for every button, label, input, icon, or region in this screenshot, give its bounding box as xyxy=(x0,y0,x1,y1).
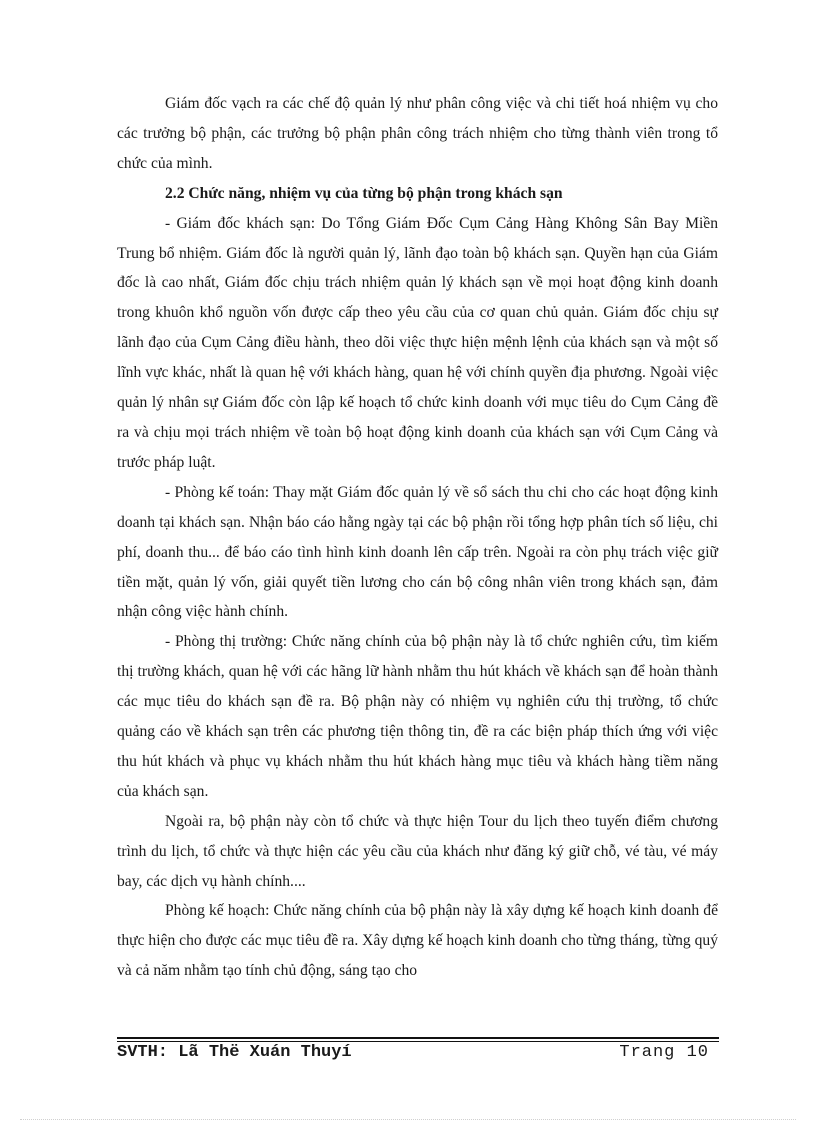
footer-divider-thick xyxy=(117,1037,719,1039)
paragraph-planning: Phòng kế hoạch: Chức năng chính của bộ phận này là xây dựng kế hoạch kinh doanh để thực hiện cho được các mục tiêu đề ra. Xây dựng kế hoạch kinh doanh cho từng tháng, từng quý và cả năm nhằm tạo tính chủ động, sáng tạo cho xyxy=(117,902,718,980)
section-heading: 2.2 Chức năng, nhiệm vụ của từng bộ phận trong khách sạn xyxy=(165,184,563,202)
paragraph-director: - Giám đốc khách sạn: Do Tổng Giám Đốc Cụm Cảng Hàng Không Sân Bay Miền Trung bổ nhiệm. Giám đốc là người quản lý, lãnh đạo toàn bộ khách sạn. Quyền hạn của Giám đốc là cao nhất, Giám đốc chịu trách nhiệm quản lý khách sạn về mọi hoạt động kinh doanh trong khuôn khổ nguồn vốn được cấp theo yêu cầu của cơ quan chủ quản. Giám đốc chịu sự lãnh đạo của Cụm Cảng điều hành, theo dõi việc thực hiện mệnh lệnh của khách sạn và một số lĩnh vực khác, nhất là quan hệ với khách hàng, quan hệ với chính quyền địa phương. Ngoài việc quản lý nhân sự Giám đốc còn lập kế hoạch tổ chức kinh doanh với mục tiêu do Cụm Cảng đề ra và chịu mọi trách nhiệm về toàn bộ hoạt động kinh doanh của khách sạn với Cụm Cảng và trước pháp luật. xyxy=(117,214,718,471)
page-footer xyxy=(117,1041,719,1065)
paragraph-marketing: - Phòng thị trường: Chức năng chính của bộ phận này là tổ chức nghiên cứu, tìm kiếm thị trường khách, quan hệ với các hãng lữ hành nhằm thu hút khách về khách sạn để hoàn thành các mục tiêu do khách sạn đề ra. Bộ phận này có nhiệm vụ nghiên cứu thị trường, tổ chức quảng cáo về khách sạn trên các phương tiện thông tin, đề ra các biện pháp thích ứng với việc thu hút khách và phục vụ khách nhằm thu hút khách hàng mục tiêu và khách hàng tiềm năng của khách sạn. xyxy=(117,633,718,800)
paragraph-intro: Giám đốc vạch ra các chế độ quản lý như phân công việc và chi tiết hoá nhiệm vụ cho các trưởng bộ phận, các trưởng bộ phận phân công trách nhiệm cho từng thành viên trong tổ chức của mình. xyxy=(117,95,718,172)
paragraph-marketing-extra: Ngoài ra, bộ phận này còn tổ chức và thực hiện Tour du lịch theo tuyến điểm chương trình du lịch, tổ chức và thực hiện các yêu cầu của khách như đăng ký giữ chỗ, vé tàu, vé máy bay, các dịch vụ hành chính.... xyxy=(117,812,718,890)
page-body xyxy=(117,89,718,986)
paragraph-accounting: - Phòng kế toán: Thay mặt Giám đốc quản lý về sổ sách thu chi cho các hoạt động kinh doanh tại khách sạn. Nhận báo cáo hằng ngày tại các bộ phận rồi tổng hợp phân tích số liệu, chi phí, doanh thu... để báo cáo tình hình kinh doanh lên cấp trên. Ngoài ra còn phụ trách việc giữ tiền mặt, quản lý vốn, giải quyết tiền lương cho cán bộ công nhân viên trong khách sạn, đảm nhận công việc hành chính. xyxy=(117,483,718,621)
footer-author: SVTH: Lã Thë Xuán Thuyí xyxy=(117,1043,352,1062)
page-bottom-border xyxy=(20,1119,796,1120)
footer-page-number: Trang 10 xyxy=(619,1043,709,1062)
